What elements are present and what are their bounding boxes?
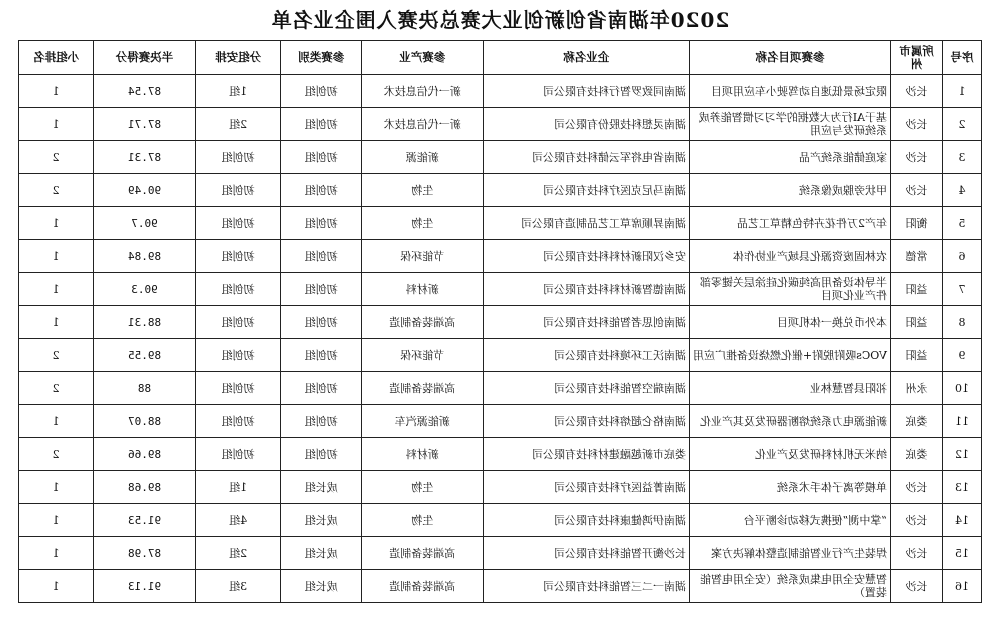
cell-rank: 1 — [19, 504, 94, 537]
cell-group: 初创组 — [195, 438, 281, 471]
cell-seq: 8 — [942, 306, 981, 339]
cell-company: 湖南菁益医疗科技有限公司 — [483, 471, 689, 504]
cell-city: 益阳 — [891, 339, 943, 372]
cell-seq: 9 — [942, 339, 981, 372]
cell-company: 湖南格仑超熔科技有限公司 — [483, 405, 689, 438]
cell-industry: 高端装备制造 — [361, 537, 483, 570]
cell-city: 长沙 — [891, 471, 943, 504]
cell-group: 2组 — [195, 108, 281, 141]
cell-city: 长沙 — [891, 570, 943, 603]
cell-project: 甲状旁腺成像系统 — [689, 174, 890, 207]
cell-seq: 2 — [942, 108, 981, 141]
cell-city: 娄底 — [891, 405, 943, 438]
cell-seq: 6 — [942, 240, 981, 273]
cell-score: 88.07 — [94, 405, 196, 438]
cell-company: 湖南一二三智能科技有限公司 — [483, 570, 689, 603]
table-row — [19, 372, 982, 405]
cell-industry: 新一代信息技术 — [361, 75, 483, 108]
cell-project: 本外币兑换一体机项目 — [689, 306, 890, 339]
cell-project: 智慧安全用电集成系统（安全用电智能装置） — [689, 570, 890, 603]
cell-category: 初创组 — [281, 438, 361, 471]
cell-project: 限定场景低速自动驾驶小车应用项目 — [689, 75, 890, 108]
cell-rank: 1 — [19, 273, 94, 306]
cell-score: 88 — [94, 372, 196, 405]
cell-category: 初创组 — [281, 306, 361, 339]
cell-score: 87.31 — [94, 141, 196, 174]
cell-project: 焊装生产行业智能制造整体解决方案 — [689, 537, 890, 570]
cell-rank: 1 — [19, 108, 94, 141]
cell-rank: 2 — [19, 174, 94, 207]
cell-score: 89.55 — [94, 339, 196, 372]
table-row — [19, 405, 982, 438]
cell-score: 89.66 — [94, 438, 196, 471]
cell-group: 1组 — [195, 75, 281, 108]
cell-city: 娄底 — [891, 438, 943, 471]
cell-rank: 1 — [19, 537, 94, 570]
table-row — [19, 504, 982, 537]
cell-project: 半导体设备用高纯碳化硅涂层关键零部件产业化项目 — [689, 273, 890, 306]
cell-category: 初创组 — [281, 141, 361, 174]
cell-city: 长沙 — [891, 75, 943, 108]
cell-category: 初创组 — [281, 339, 361, 372]
cell-seq: 5 — [942, 207, 981, 240]
cell-industry: 生物 — [361, 207, 483, 240]
cell-group: 初创组 — [195, 273, 281, 306]
cell-rank: 2 — [19, 438, 94, 471]
cell-project: “掌中测”便携式移动诊断平台 — [689, 504, 890, 537]
cell-seq: 1 — [942, 75, 981, 108]
cell-category: 初创组 — [281, 207, 361, 240]
cell-industry: 生物 — [361, 504, 483, 537]
cell-industry: 新材料 — [361, 438, 483, 471]
table-header-row — [19, 41, 982, 75]
cell-city: 长沙 — [891, 537, 943, 570]
cell-industry: 新能源 — [361, 141, 483, 174]
cell-seq: 14 — [942, 504, 981, 537]
cell-score: 87.71 — [94, 108, 196, 141]
table-row — [19, 537, 982, 570]
cell-company: 湖南沃工环境科技有限公司 — [483, 339, 689, 372]
cell-industry: 生物 — [361, 174, 483, 207]
cell-company: 湖南瑞空智能科技有限公司 — [483, 372, 689, 405]
cell-group: 3组 — [195, 570, 281, 603]
cell-company: 湖南创思者智能科技有限公司 — [483, 306, 689, 339]
header-rank: 小组排名 — [19, 41, 94, 75]
cell-project: 纳米无机材料研发及产业化 — [689, 438, 890, 471]
cell-rank: 1 — [19, 75, 94, 108]
cell-industry: 高端装备制造 — [361, 570, 483, 603]
page-title: 2020年湖南省创新创业大赛总决赛入围企业名单 — [270, 8, 730, 32]
cell-category: 初创组 — [281, 405, 361, 438]
cell-rank: 2 — [19, 141, 94, 174]
cell-seq: 10 — [942, 372, 981, 405]
table-row — [19, 174, 982, 207]
finalist-table — [18, 40, 982, 603]
cell-category: 初创组 — [281, 108, 361, 141]
cell-company: 安乡汉阳新材料科技有限公司 — [483, 240, 689, 273]
cell-category: 初创组 — [281, 75, 361, 108]
cell-industry: 高端装备制造 — [361, 306, 483, 339]
cell-project: 农林固废资源化县域产业协作体 — [689, 240, 890, 273]
table-row — [19, 438, 982, 471]
cell-score: 88.31 — [94, 306, 196, 339]
header-industry: 参赛产业 — [361, 41, 483, 75]
cell-seq: 15 — [942, 537, 981, 570]
cell-project: 年产2万件花卉特色精草工艺品 — [689, 207, 890, 240]
cell-score: 90.3 — [94, 273, 196, 306]
cell-industry: 节能环保 — [361, 240, 483, 273]
header-score: 半决赛得分 — [94, 41, 196, 75]
cell-company: 湖南省电将军云储科技有限公司 — [483, 141, 689, 174]
cell-seq: 16 — [942, 570, 981, 603]
table-row — [19, 75, 982, 108]
table-row — [19, 570, 982, 603]
cell-city: 益阳 — [891, 273, 943, 306]
cell-project: 单模等离子体手术系统 — [689, 471, 890, 504]
cell-project: 基于AI行为大数据的学习习惯智能养成系统研发与应用 — [689, 108, 890, 141]
header-group: 分组安排 — [195, 41, 281, 75]
cell-seq: 4 — [942, 174, 981, 207]
cell-seq: 3 — [942, 141, 981, 174]
table-row — [19, 207, 982, 240]
cell-seq: 12 — [942, 438, 981, 471]
cell-group: 初创组 — [195, 339, 281, 372]
cell-rank: 1 — [19, 240, 94, 273]
cell-group: 初创组 — [195, 306, 281, 339]
cell-industry: 节能环保 — [361, 339, 483, 372]
header-city: 所属市州 — [891, 41, 943, 75]
cell-group: 初创组 — [195, 372, 281, 405]
cell-company: 湖南同致罗智行科技有限公司 — [483, 75, 689, 108]
cell-rank: 2 — [19, 339, 94, 372]
cell-rank: 1 — [19, 207, 94, 240]
cell-city: 长沙 — [891, 174, 943, 207]
cell-seq: 7 — [942, 273, 981, 306]
cell-rank: 2 — [19, 372, 94, 405]
table-row — [19, 339, 982, 372]
cell-city: 永州 — [891, 372, 943, 405]
header-company: 企业名称 — [483, 41, 689, 75]
cell-group: 初创组 — [195, 174, 281, 207]
cell-industry: 高端装备制造 — [361, 372, 483, 405]
cell-group: 初创组 — [195, 405, 281, 438]
cell-score: 87.98 — [94, 537, 196, 570]
cell-category: 成长组 — [281, 570, 361, 603]
cell-project: 家庭储能系统产品 — [689, 141, 890, 174]
cell-group: 2组 — [195, 537, 281, 570]
cell-company: 湖南昇顺席草工艺品制造有限公司 — [483, 207, 689, 240]
cell-group: 初创组 — [195, 207, 281, 240]
cell-score: 87.54 — [94, 75, 196, 108]
cell-score: 91.13 — [94, 570, 196, 603]
cell-company: 湖南灵想科技股份有限公司 — [483, 108, 689, 141]
cell-group: 初创组 — [195, 240, 281, 273]
cell-score: 89.84 — [94, 240, 196, 273]
cell-project: VOCs吸附脱附+催化燃烧设备推广应用 — [689, 339, 890, 372]
cell-category: 成长组 — [281, 537, 361, 570]
cell-city: 常德 — [891, 240, 943, 273]
cell-rank: 1 — [19, 471, 94, 504]
cell-company: 湖南德智新材料科技有限公司 — [483, 273, 689, 306]
cell-city: 益阳 — [891, 306, 943, 339]
cell-category: 初创组 — [281, 372, 361, 405]
cell-company: 娄底市新越融建材科技有限公司 — [483, 438, 689, 471]
header-seq: 序号 — [942, 41, 981, 75]
cell-city: 衡阳 — [891, 207, 943, 240]
cell-category: 成长组 — [281, 504, 361, 537]
header-category: 参赛类别 — [281, 41, 361, 75]
cell-group: 1组 — [195, 471, 281, 504]
cell-industry: 新材料 — [361, 273, 483, 306]
cell-city: 长沙 — [891, 108, 943, 141]
cell-score: 90.49 — [94, 174, 196, 207]
table-row — [19, 306, 982, 339]
cell-group: 4组 — [195, 504, 281, 537]
cell-city: 长沙 — [891, 141, 943, 174]
cell-score: 89.68 — [94, 471, 196, 504]
cell-project: 祁阳县智慧林业 — [689, 372, 890, 405]
cell-category: 成长组 — [281, 471, 361, 504]
cell-seq: 13 — [942, 471, 981, 504]
cell-seq: 11 — [942, 405, 981, 438]
table-row — [19, 108, 982, 141]
cell-category: 初创组 — [281, 240, 361, 273]
cell-industry: 新能源汽车 — [361, 405, 483, 438]
cell-category: 初创组 — [281, 273, 361, 306]
cell-company: 湖南伊鸿健康科技有限公司 — [483, 504, 689, 537]
table-row — [19, 240, 982, 273]
cell-score: 90.7 — [94, 207, 196, 240]
cell-company: 长沙衡开智能科技有限公司 — [483, 537, 689, 570]
cell-industry: 生物 — [361, 471, 483, 504]
table-row — [19, 471, 982, 504]
cell-group: 初创组 — [195, 141, 281, 174]
table-row — [19, 273, 982, 306]
table-row — [19, 141, 982, 174]
cell-industry: 新一代信息技术 — [361, 108, 483, 141]
cell-score: 91.53 — [94, 504, 196, 537]
cell-category: 初创组 — [281, 174, 361, 207]
header-project: 参赛项目名称 — [689, 41, 890, 75]
cell-rank: 1 — [19, 306, 94, 339]
cell-company: 湖南马尼克医疗科技有限公司 — [483, 174, 689, 207]
cell-city: 长沙 — [891, 504, 943, 537]
cell-project: 新能源电力系统熔断器研发及其产业化 — [689, 405, 890, 438]
cell-rank: 1 — [19, 570, 94, 603]
cell-rank: 1 — [19, 405, 94, 438]
